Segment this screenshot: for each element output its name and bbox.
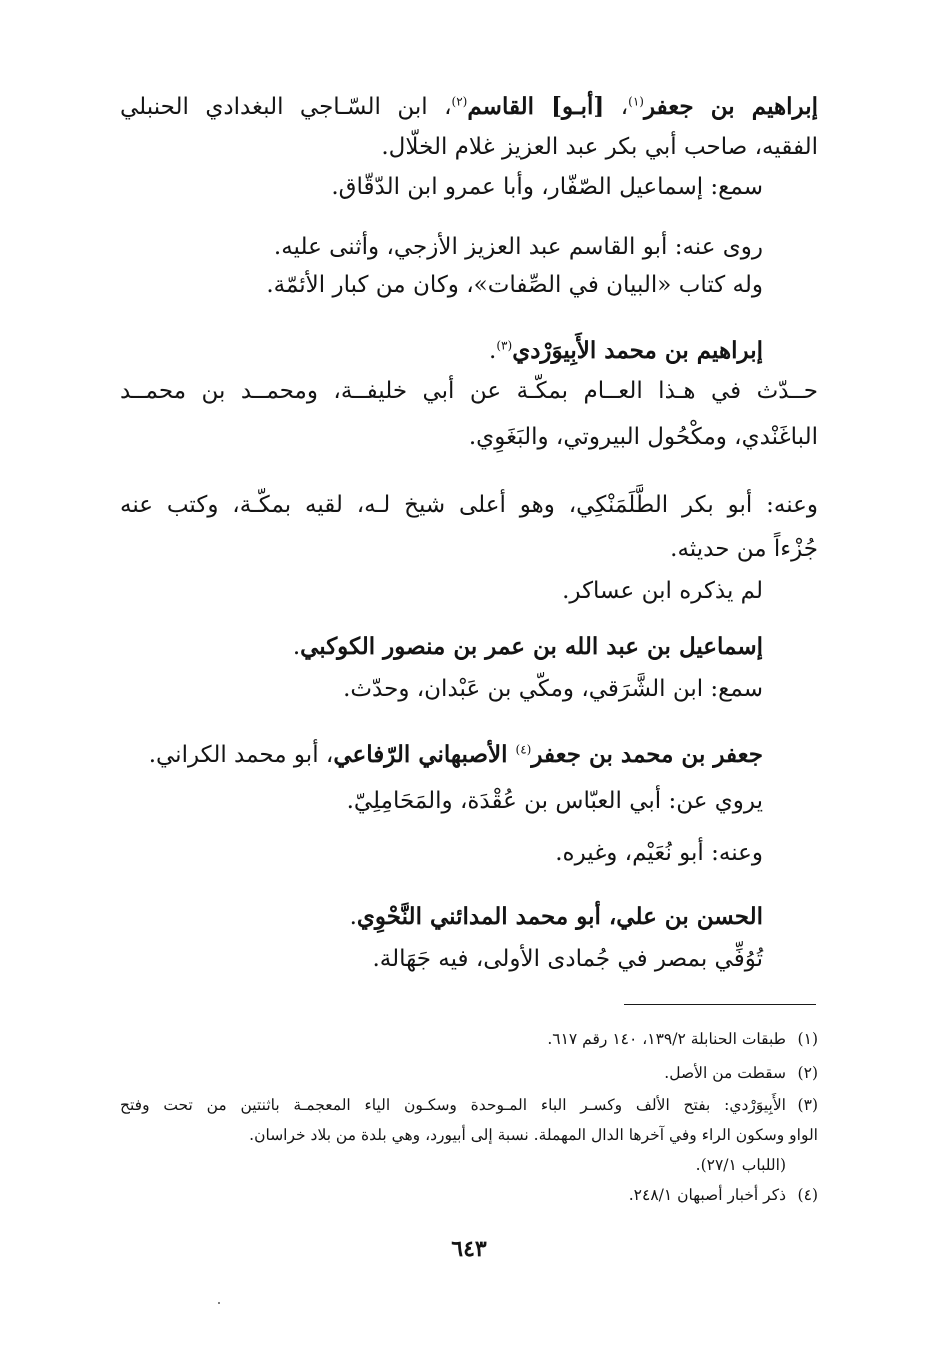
entry-line: لم يذكره ابن عساكر. <box>562 578 763 604</box>
entry-line: يروي عن: أبي العبّاس بن عُقْدَة، والمَحَامِلِيّ. <box>346 788 763 814</box>
footnote <box>120 1184 818 1206</box>
footnote-number: (٢) <box>797 1064 818 1082</box>
footnote <box>120 1028 818 1050</box>
entry-line: الباغَنْدي، ومكْحُول البيروتي، والبَغَوِي. <box>468 424 818 450</box>
separator: ، <box>604 94 629 120</box>
footnote-line: الأَبِيوَرْدي: بفتح الألف وكسـر الباء المـوحدة وسكـون الياء المعجمـة باثنتين من تحت وفتح <box>120 1096 786 1114</box>
entry-name: إسماعيل بن عبد الله بن عمر بن منصور الكوكبي <box>300 633 763 660</box>
entry-heading <box>489 336 763 366</box>
entry-heading-end: . <box>349 904 357 930</box>
footnote <box>120 1062 818 1084</box>
entry-heading <box>293 632 763 662</box>
entry-name-nisba: الأصبهاني الرّفاعي <box>333 741 516 768</box>
footnote-ref: (٣) <box>496 338 513 353</box>
footnote-ref: (١) <box>628 94 644 109</box>
footnote-line: (اللباب ٢٧/١). <box>695 1156 786 1174</box>
entry-heading-continued: الفقيه، صاحب أبي بكر عبد العزيز غلام الخلّال. <box>381 134 818 160</box>
entry-line: روى عنه: أبو القاسم عبد العزيز الأزجي، وأثنى عليه. <box>273 234 763 260</box>
footnote-number: (٤) <box>797 1186 818 1204</box>
entry-line: جُزْءاً من حديثه. <box>670 536 818 562</box>
scan-speck <box>218 1302 220 1304</box>
entry-line: وله كتاب «البيان في الصِّفات»، وكان من كبار الأئمّة. <box>266 272 763 298</box>
footnote-ref: (٤) <box>515 742 532 757</box>
footnote-text: سقطت من الأصل. <box>664 1064 786 1082</box>
entry-name: إبراهيم بن جعفر <box>643 93 819 120</box>
entry-heading-end: . <box>489 338 497 364</box>
entry-name: إبراهيم بن محمد الأَبِيوَرْدي <box>512 337 763 364</box>
page-number: ٦٤٣ <box>451 1236 487 1262</box>
footnote-text: طبقات الحنابلة ١٣٩/٢، ١٤٠ رقم ٦١٧. <box>547 1030 786 1048</box>
footnote-number: (١) <box>797 1030 818 1048</box>
footnote <box>120 1094 818 1116</box>
entry-heading <box>120 92 818 122</box>
entry-line: تُوُفِّي بمصر في جُمادى الأولى، فيه جَهَالة. <box>372 946 763 972</box>
entry-heading <box>149 740 763 770</box>
entry-heading-end: . <box>292 634 301 660</box>
entry-heading-rest: ، أبو محمد الكراني. <box>148 742 334 768</box>
footnote-ref: (٢) <box>451 94 468 109</box>
entry-heading <box>350 902 763 932</box>
entry-name: جعفر بن محمد بن جعفر <box>531 741 763 768</box>
footnote-divider <box>624 1004 816 1005</box>
entry-line: سمع: إسماعيل الصّفّار، وأبا عمرو ابن الدّقّاق. <box>331 174 763 200</box>
entry-line: سمع: ابن الشَّرَقي، ومكّي بن عَبْدان، وحدّث. <box>343 676 763 702</box>
entry-name-bracketed: [أبـو] القاسم <box>467 93 605 120</box>
footnote-number: (٣) <box>797 1096 818 1114</box>
entry-line: وعنه: أبو بكر الطَّلَمَنْكِي، وهو أعلى شيخ لـه، لقيه بمكّـة، وكتب عنه <box>120 492 818 518</box>
footnote-text: ذكر أخبار أصبهان ٢٤٨/١. <box>628 1186 786 1204</box>
entry-heading-rest: ، ابن السّـاجي البغدادي الحنبلي <box>120 94 452 120</box>
entry-line: وعنه: أبو نُعَيْم، وغيره. <box>555 840 763 866</box>
entry-name: الحسن بن علي، أبو محمد المدائني النَّحْوِي <box>356 903 763 930</box>
footnote-line: الواو وسكون الراء وفي آخرها الدال المهملة. نسبة إلى أبيورد، وهي بلدة من بلاد خراسان. <box>249 1126 818 1144</box>
entry-line: حــدّث في هـذا العــام بمكّـة عن أبي خليفــة، ومحمــد بن محمــد <box>120 378 818 404</box>
